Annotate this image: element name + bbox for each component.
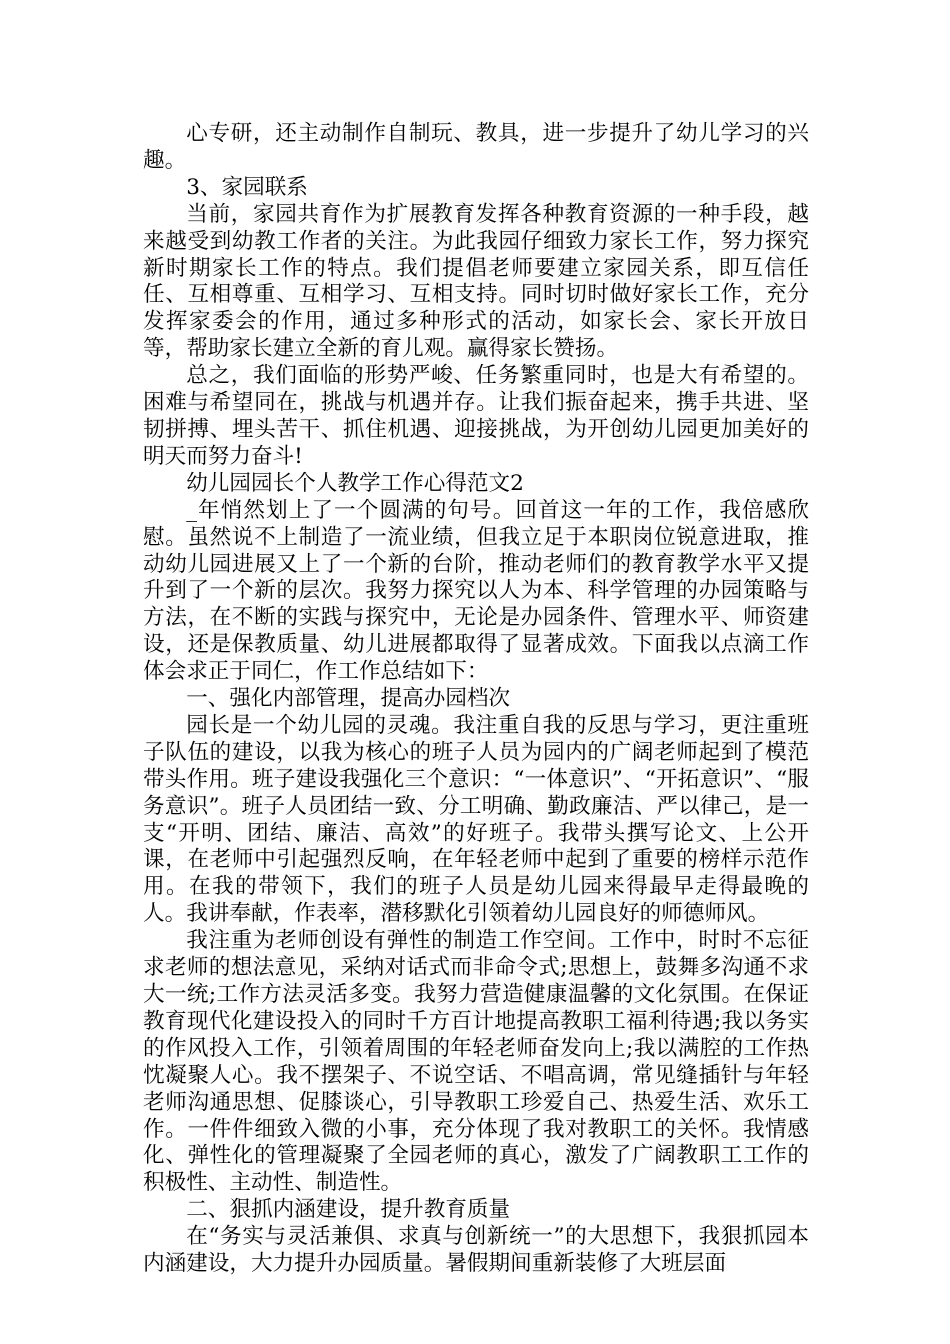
paragraph: 总之，我们面临的形势严峻、任务繁重同时，也是大有希望的。困难与希望同在，挑战与机遇并存。让我们振奋起来，携手共进、坚韧拼搏、埋头苦干、抓住机遇、迎接挑战，为开创幼儿园更加美好的明天而努力奋斗! [143, 363, 809, 469]
section-heading-home-school: 3、家园联系 [186, 174, 308, 200]
paragraph: 当前，家园共育作为扩展教育发挥各种教育资源的一种手段，越来越受到幼教工作者的关注。为此我园仔细致力家长工作，努力探究新时期家长工作的特点。我们提倡老师要建立家园关系，即互信任任、互相尊重、互相学习、互相支持。同时切时做好家长工作，充分发挥家委会的作用，通过多种形式的活动，如家长会、家长开放日等，帮助家长建立全新的育儿观。赢得家长赞扬。 [143, 201, 809, 362]
article-title: 幼儿园园长个人教学工作心得范文2 [186, 470, 524, 496]
document-body [143, 121, 809, 1278]
section-heading-management: 一、强化内部管理，提高办园档次 [186, 686, 511, 712]
paragraph: 我注重为老师创设有弹性的制造工作空间。工作中，时时不忘征求老师的想法意见，采纳对话式而非命令式;思想上，鼓舞多沟通不求大一统;工作方法灵活多变。我努力营造健康温馨的文化氛围。在保证教育现代化建设投入的同时千方百计地提高教职工福利待遇;我以务实的作风投入工作，引领着周围的年轻老师奋发向上;我以满腔的工作热忱凝聚人心。我不摆架子、不说空话、不唱高调，常见缝插针与年轻老师沟通思想、促膝谈心，引导教职工珍爱自己、热爱生活、欢乐工作。一件件细致入微的小事，充分体现了我对教职工的关怀。我情感化、弹性化的管理凝聚了全园老师的真心，激发了广阔教职工工作的积极性、主动性、制造性。 [143, 928, 809, 1196]
paragraph: _年悄然划上了一个圆满的句号。回首这一年的工作，我倍感欣慰。虽然说不上制造了一流业绩，但我立足于本职岗位锐意进取，推动幼儿园进展又上了一个新的台阶，推动老师们的教育教学水平又提升到了一个新的层次。我努力探究以人为本、科学管理的办园策略与方法，在不断的实践与探究中，无论是办园条件、管理水平、师资建设，还是保教质量、幼儿进展都取得了显著成效。下面我以点滴工作体会求正于同仁，作工作总结如下： [143, 497, 809, 685]
paragraph: 园长是一个幼儿园的灵魂。我注重自我的反思与学习，更注重班子队伍的建设，以我为核心的班子人员为园内的广阔老师起到了模范带头作用。班子建设我强化三个意识：“一体意识”、“开拓意识”、“服务意识”。班子人员团结一致、分工明确、勤政廉洁、严以律己，是一支“开明、团结、廉洁、高效”的好班子。我带头撰写论文、上公开课，在老师中引起强烈反响，在年轻老师中起到了重要的榜样示范作用。在我的带领下，我们的班子人员是幼儿园来得最早走得最晚的人。我讲奉献，作表率，潜移默化引领着幼儿园良好的师德师风。 [143, 712, 809, 927]
section-heading-quality: 二、狠抓内涵建设，提升教育质量 [186, 1197, 511, 1223]
paragraph: 在“务实与灵活兼俱、求真与创新统一”的大思想下，我狠抓园本内涵建设，大力提升办园质量。暑假期间重新装修了大班层面 [143, 1224, 809, 1277]
paragraph-continuation: 心专研，还主动制作自制玩、教具，进一步提升了幼儿学习的兴趣。 [143, 121, 809, 173]
